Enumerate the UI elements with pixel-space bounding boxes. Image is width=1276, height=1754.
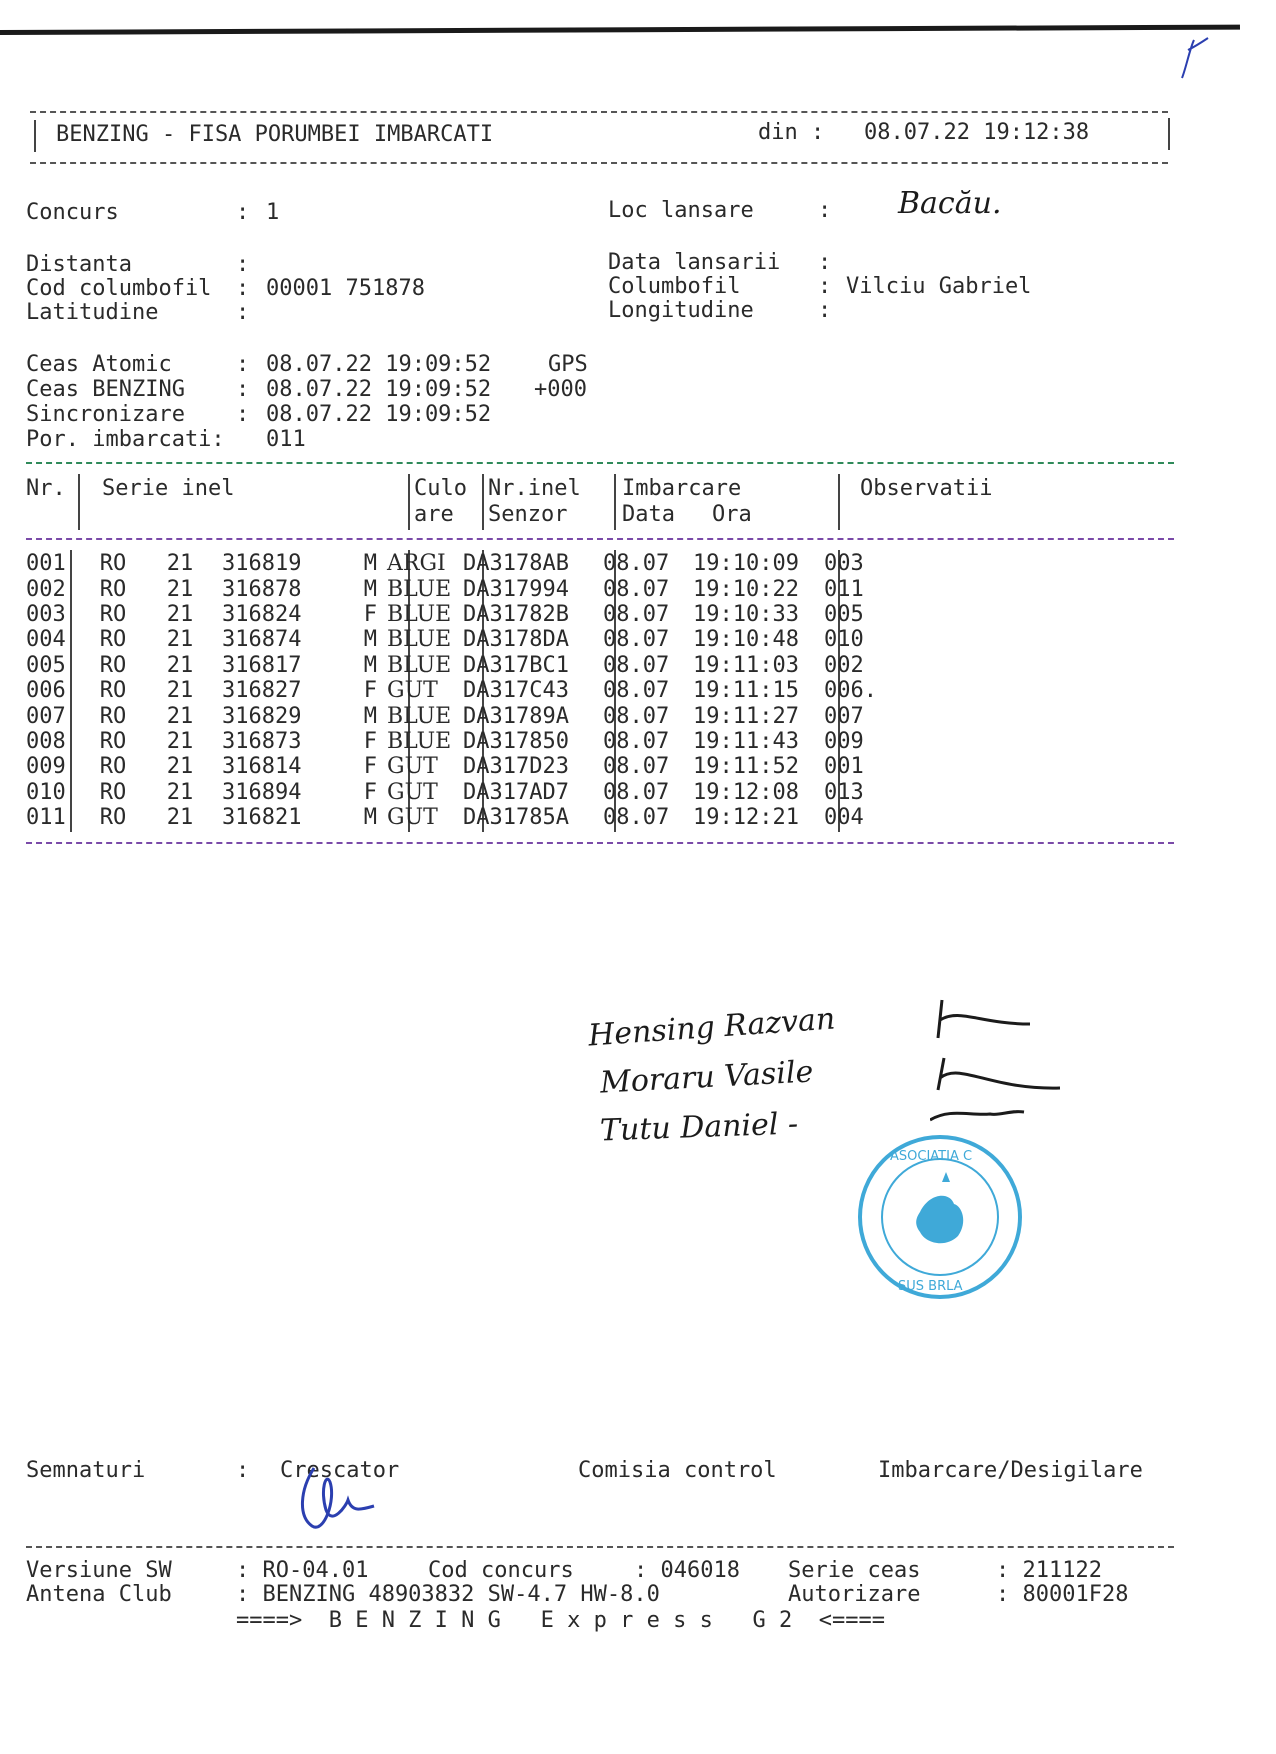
cell-culoare: BLUE — [387, 627, 452, 653]
cod-columbofil-sep: : — [236, 276, 250, 301]
cell-observatii: 011 — [824, 576, 864, 602]
table-row — [26, 703, 944, 728]
cell-nr: 002 — [26, 576, 66, 602]
cell-inel: 316894 — [222, 779, 302, 805]
imbarcare-desigilare-label: Imbarcare/Desigilare — [878, 1458, 1143, 1483]
sincronizare-value: 08.07.22 19:09:52 — [266, 402, 492, 427]
page-number-mark — [1172, 28, 1212, 88]
page-title: BENZING - FISA PORUMBEI IMBARCATI — [56, 122, 494, 147]
cell-sex: M — [363, 576, 377, 602]
cell-tara: RO — [99, 627, 127, 653]
stamp-text-top: ASOCIATIA C — [890, 1149, 973, 1164]
latitudine-sep: : — [236, 300, 250, 325]
cell-inel: 316873 — [222, 728, 302, 754]
cell-inel: 316819 — [222, 551, 302, 577]
cell-sex: F — [363, 601, 377, 627]
ceas-atomic-sep: : — [236, 352, 250, 377]
cell-sex: M — [363, 805, 377, 831]
versiune-sw-value: : RO-04.01 — [236, 1558, 369, 1583]
cell-observatii: 003 — [824, 551, 864, 577]
pigeon-table-body — [26, 551, 944, 830]
pigeon-table — [26, 551, 944, 830]
cell-data: 08.07 — [603, 703, 670, 729]
table-row — [26, 627, 944, 652]
cell-data: 08.07 — [603, 601, 670, 627]
table-row — [26, 754, 944, 779]
cell-data: 08.07 — [603, 627, 670, 653]
cell-nr: 006 — [26, 678, 66, 704]
crescator-signature — [290, 1460, 380, 1540]
cell-an: 21 — [166, 551, 194, 577]
cell-inel: 316821 — [222, 805, 302, 831]
col-sep — [408, 474, 410, 530]
cell-an: 21 — [166, 576, 194, 602]
table-row — [26, 729, 944, 754]
ceas-benzing-value: 08.07.22 19:09:52 — [266, 377, 492, 402]
cell-senzor: DA317BC1 — [463, 652, 569, 678]
distanta-label: Distanta — [26, 252, 132, 277]
table-row — [26, 678, 944, 703]
col-header-ora: Ora — [712, 502, 752, 527]
cell-nr: 010 — [26, 779, 66, 805]
cell-inel: 316829 — [222, 703, 302, 729]
cell-ora: 19:11:15 — [693, 678, 799, 704]
cell-sex: F — [363, 728, 377, 754]
cell-data: 08.07 — [603, 678, 670, 704]
cell-ora: 19:11:03 — [693, 652, 799, 678]
cell-tara: RO — [99, 703, 127, 729]
serie-ceas-value: : 211122 — [996, 1558, 1102, 1583]
cell-an: 21 — [166, 703, 194, 729]
cell-tara: RO — [99, 805, 127, 831]
cell-tara: RO — [99, 754, 127, 780]
semnaturi-sep: : — [236, 1458, 250, 1483]
cell-inel: 316827 — [222, 678, 302, 704]
cell-an: 21 — [166, 728, 194, 754]
table-row — [26, 602, 944, 627]
cod-concurs-label: Cod concurs — [428, 1558, 574, 1583]
cell-nr: 004 — [26, 627, 66, 653]
concurs-value: 1 — [266, 200, 280, 225]
por-imbarcati-label: Por. imbarcati: — [26, 427, 225, 452]
signature-marks — [930, 990, 1070, 1140]
col-header-nrinel-1: Nr.inel — [488, 476, 581, 501]
antena-club-value: : BENZING 48903832 SW-4.7 HW-8.0 — [236, 1582, 660, 1607]
cell-inel: 316874 — [222, 627, 302, 653]
cell-nr: 003 — [26, 601, 66, 627]
cell-data: 08.07 — [603, 779, 670, 805]
cell-senzor: DA31782B — [463, 601, 569, 627]
cell-tara: RO — [99, 576, 127, 602]
cell-sex: F — [363, 678, 377, 704]
cell-senzor: DA317850 — [463, 728, 569, 754]
din-label: din : — [758, 120, 825, 145]
cell-data: 08.07 — [603, 551, 670, 577]
cell-observatii: 013 — [824, 779, 864, 805]
col-header-observatii: Observatii — [860, 476, 993, 501]
cell-culoare: BLUE — [387, 576, 452, 602]
cell-ora: 19:11:27 — [693, 703, 799, 729]
cell-culoare: BLUE — [387, 703, 452, 729]
columbofil-label: Columbofil — [608, 274, 741, 299]
ceas-benzing-label: Ceas BENZING — [26, 377, 185, 402]
col-header-culoare-2: are — [414, 502, 454, 527]
cell-ora: 19:10:22 — [693, 576, 799, 602]
cell-inel: 316878 — [222, 576, 302, 602]
cell-ora: 19:11:52 — [693, 754, 799, 780]
table-row — [26, 653, 944, 678]
cell-sex: F — [363, 754, 377, 780]
cell-tara: RO — [99, 779, 127, 805]
table-row — [26, 576, 944, 601]
cell-sex: M — [363, 652, 377, 678]
cod-concurs-value: : 046018 — [634, 1558, 740, 1583]
header-bottom-rule — [30, 162, 1168, 164]
cell-nr: 009 — [26, 754, 66, 780]
cell-ora: 19:10:48 — [693, 627, 799, 653]
cell-an: 21 — [166, 627, 194, 653]
cell-nr: 001 — [26, 551, 66, 577]
cell-nr: 005 — [26, 652, 66, 678]
cell-inel: 316817 — [222, 652, 302, 678]
latitudine-label: Latitudine — [26, 300, 159, 325]
club-stamp — [850, 1132, 1030, 1302]
cell-culoare: ARGI — [387, 551, 446, 577]
antena-club-label: Antena Club — [26, 1582, 172, 1607]
cell-an: 21 — [166, 678, 194, 704]
cell-culoare: BLUE — [387, 601, 452, 627]
semnaturi-label: Semnaturi — [26, 1458, 146, 1483]
cell-ora: 19:10:33 — [693, 601, 799, 627]
ceas-benzing-extra: +000 — [534, 377, 587, 402]
col-header-serie-inel: Serie inel — [102, 476, 235, 501]
header-top-rule — [30, 111, 1168, 113]
sincronizare-sep: : — [236, 402, 250, 427]
cell-observatii: 002 — [824, 652, 864, 678]
concurs-label: Concurs — [26, 200, 119, 225]
col-sep — [78, 474, 80, 530]
col-sep — [482, 474, 484, 530]
cell-observatii: 001 — [824, 754, 864, 780]
header-left-edge — [34, 120, 36, 152]
ceas-atomic-extra: GPS — [548, 352, 588, 377]
cell-senzor: DA317D23 — [463, 754, 569, 780]
benzing-banner: ====> B E N Z I N G E x p r e s s G 2 <==== — [236, 1608, 886, 1633]
distanta-sep: : — [236, 252, 250, 277]
ceas-atomic-value: 08.07.22 19:09:52 — [266, 352, 492, 377]
cell-tara: RO — [99, 551, 127, 577]
col-header-nr: Nr. — [26, 476, 66, 501]
ceas-atomic-label: Ceas Atomic — [26, 352, 172, 377]
ceas-benzing-sep: : — [236, 377, 250, 402]
cell-culoare: BLUE — [387, 652, 452, 678]
cell-an: 21 — [166, 601, 194, 627]
cell-senzor: DA31785A — [463, 805, 569, 831]
col-header-culoare-1: Culo — [414, 476, 467, 501]
table-row — [26, 805, 944, 830]
cell-an: 21 — [166, 779, 194, 805]
columbofil-sep: : — [818, 274, 832, 299]
data-lansarii-label: Data lansarii — [608, 250, 781, 275]
cell-culoare: GUT — [387, 805, 438, 831]
table-row — [26, 780, 944, 805]
stamp-text-bottom: SUS BRLA — [898, 1279, 963, 1294]
cell-culoare: GUT — [387, 678, 438, 704]
serie-ceas-label: Serie ceas — [788, 1558, 921, 1583]
longitudine-sep: : — [818, 298, 832, 323]
col-header-nrinel-2: Senzor — [488, 502, 568, 527]
footer-top-rule — [26, 1546, 1174, 1548]
cell-observatii: 006. — [824, 678, 877, 704]
cell-sex: M — [363, 627, 377, 653]
table-header-bottom-rule — [26, 538, 1174, 540]
sincronizare-label: Sincronizare — [26, 402, 185, 427]
autorizare-label: Autorizare — [788, 1582, 921, 1607]
cell-sex: F — [363, 779, 377, 805]
cell-data: 08.07 — [603, 754, 670, 780]
cell-observatii: 004 — [824, 805, 864, 831]
cell-sex: M — [363, 703, 377, 729]
cell-sex: M — [363, 551, 377, 577]
cell-nr: 007 — [26, 703, 66, 729]
cell-an: 21 — [166, 805, 194, 831]
cell-culoare: BLUE — [387, 728, 452, 754]
cell-senzor: DA317C43 — [463, 678, 569, 704]
cell-ora: 19:12:21 — [693, 805, 799, 831]
comisia-control-label: Comisia control — [578, 1458, 777, 1483]
cell-an: 21 — [166, 754, 194, 780]
table-bottom-rule — [26, 842, 1174, 844]
col-sep — [838, 474, 840, 530]
cell-data: 08.07 — [603, 805, 670, 831]
cell-nr: 008 — [26, 728, 66, 754]
cell-data: 08.07 — [603, 652, 670, 678]
cod-columbofil-value: 00001 751878 — [266, 276, 425, 301]
col-header-imbarcare: Imbarcare — [622, 476, 742, 501]
cell-an: 21 — [166, 652, 194, 678]
loc-lansare-handwritten: Bacău. — [898, 186, 1002, 221]
handwritten-name-3: Tutu Daniel - — [599, 1106, 799, 1149]
autorizare-value: : 80001F28 — [996, 1582, 1129, 1607]
cell-ora: 19:12:08 — [693, 779, 799, 805]
cell-observatii: 009 — [824, 728, 864, 754]
handwritten-name-1: Hensing Razvan — [587, 1001, 837, 1054]
por-imbarcati-value: 011 — [266, 427, 306, 452]
cod-columbofil-label: Cod columbofil — [26, 276, 212, 301]
cell-culoare: GUT — [387, 754, 438, 780]
cell-senzor: DA317994 — [463, 576, 569, 602]
cell-nr: 011 — [26, 805, 66, 831]
data-lansarii-sep: : — [818, 250, 832, 275]
cell-senzor: DA3178AB — [463, 551, 569, 577]
cell-tara: RO — [99, 601, 127, 627]
cell-ora: 19:10:09 — [693, 551, 799, 577]
cell-senzor: DA31789A — [463, 703, 569, 729]
top-edge-bar — [0, 25, 1240, 35]
cell-culoare: GUT — [387, 779, 438, 805]
table-top-rule — [26, 462, 1174, 464]
cell-tara: RO — [99, 652, 127, 678]
longitudine-label: Longitudine — [608, 298, 754, 323]
cell-ora: 19:11:43 — [693, 728, 799, 754]
cell-inel: 316824 — [222, 601, 302, 627]
col-sep — [614, 474, 616, 530]
handwritten-name-2: Moraru Vasile — [599, 1054, 815, 1101]
col-header-data: Data — [622, 502, 675, 527]
header-right-edge — [1168, 118, 1170, 150]
crescator-label: Crescator — [280, 1458, 400, 1483]
cell-senzor: DA317AD7 — [463, 779, 569, 805]
cell-observatii: 005 — [824, 601, 864, 627]
table-row — [26, 551, 944, 576]
cell-inel: 316814 — [222, 754, 302, 780]
cell-senzor: DA3178DA — [463, 627, 569, 653]
cell-data: 08.07 — [603, 728, 670, 754]
loc-lansare-label: Loc lansare — [608, 198, 754, 223]
versiune-sw-label: Versiune SW — [26, 1558, 172, 1583]
concurs-sep: : — [236, 200, 250, 225]
columbofil-value: Vilciu Gabriel — [846, 274, 1032, 299]
cell-data: 08.07 — [603, 576, 670, 602]
cell-tara: RO — [99, 678, 127, 704]
loc-lansare-sep: : — [818, 198, 832, 223]
din-value: 08.07.22 19:12:38 — [864, 120, 1090, 145]
cell-observatii: 010 — [824, 627, 864, 653]
cell-tara: RO — [99, 728, 127, 754]
cell-observatii: 007 — [824, 703, 864, 729]
